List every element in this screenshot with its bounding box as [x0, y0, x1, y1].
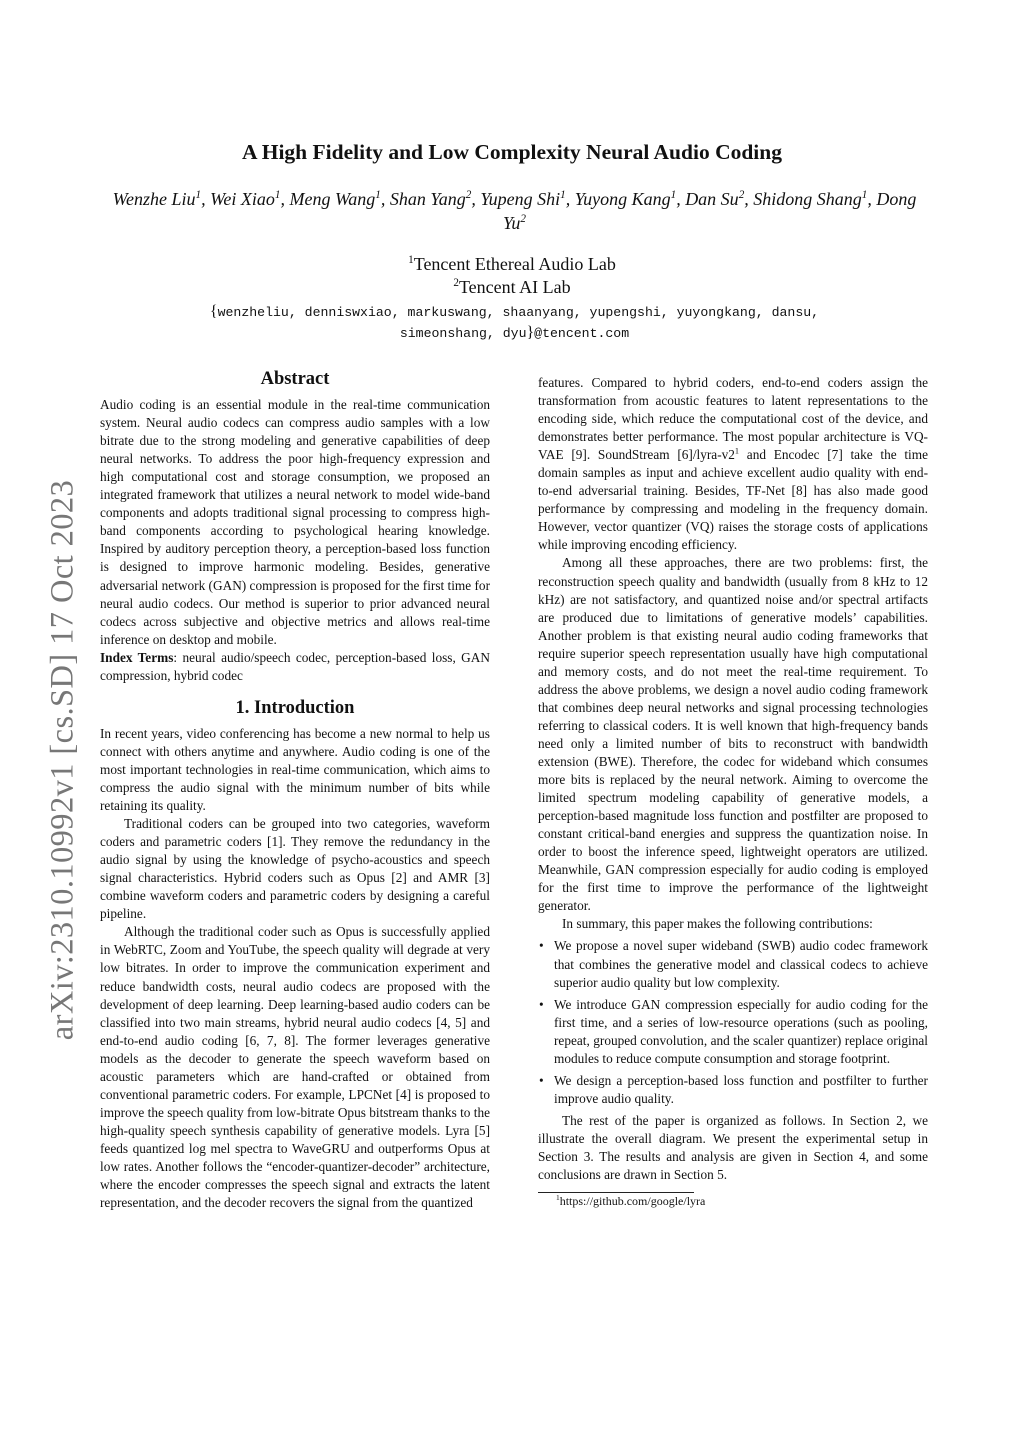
- index-terms-label: Index Terms: [100, 649, 174, 665]
- affiliation-mark: 2: [453, 277, 459, 289]
- author-affiliation-mark: 1: [670, 189, 677, 201]
- author-name: Dan Su: [685, 189, 739, 209]
- paragraph-text: features. Compared to hybrid coders, end-to-end coders assign the transformation from acoustic features to latent representations to the encoding side, which reduce the computational cost of the device, and demonstrates better performance. The most popular architecture is VQ-VAE [9]. SoundStream [6]/lyra-v2: [538, 375, 928, 463]
- author-name: Wei Xiao: [210, 189, 275, 209]
- intro-paragraph-5: In summary, this paper makes the following contributions:: [562, 916, 873, 932]
- author-affiliation-mark: 1: [861, 189, 868, 201]
- right-column: [538, 374, 928, 1209]
- bullet-icon: •: [539, 1072, 544, 1088]
- author-name: Shidong Shang: [753, 189, 862, 209]
- email-domain: @tencent.com: [534, 326, 630, 341]
- contribution-bullet: [538, 996, 928, 1068]
- footnote-link[interactable]: https://github.com/google/lyra: [559, 1194, 706, 1209]
- intro-paragraph-4: Among all these approaches, there are two problems: first, the reconstruction speech quality and bandwidth (usually from 8 kHz to 12 kHz) are not satisfactory, and quantized noise and/or spectral artifacts are produced due to limitations of generative models’ capabilities. Another problem is that existing neural audio coding frameworks that require superior speech representation usually have high computational and memory costs, and do not meet the real-time requirement. To address the above problems, we design a novel audio coding framework that combines deep neural networks and signal processing technologies referring to classical coders. It is well known that high-frequency bands need only a limited number of bits to reconstruct with bandwidth extension (BWE). Therefore, the codec for wideband which consumes more bits is replaced by the neural network. Aiming to overcome the limited spectrum modeling capability of generative models, a perception-based magnitude loss function and postfilter are proposed to constant critical-band energies and suppress the quantization noise. In order to boost the inference speed, lightweight operators are utilized. Meanwhile, GAN compression especially for audio coding is employed for the first time to improve the performance of the lightweight generator.: [538, 555, 928, 914]
- affiliation-mark: 1: [408, 254, 414, 266]
- affiliation-name: Tencent AI Lab: [458, 277, 571, 297]
- author-name: Meng Wang: [289, 189, 376, 209]
- author-affiliation-mark: 2: [738, 189, 745, 201]
- index-terms: [100, 649, 490, 685]
- bullet-icon: •: [539, 996, 544, 1012]
- footnote: [538, 1193, 928, 1209]
- email-list-line1: wenzheliu, denniswxiao, markuswang, shaanyang, yupengshi, yuyongkang, dansu,: [217, 305, 820, 320]
- footnote-reference: 1: [734, 446, 740, 456]
- paper-title: A High Fidelity and Low Complexity Neural Audio Coding: [242, 140, 782, 164]
- footnote-mark: 1: [556, 1193, 560, 1203]
- author-emails: [100, 302, 929, 344]
- arxiv-identifier: arXiv:2310.10992v1 [cs.SD] 17 Oct 2023: [44, 479, 81, 1041]
- author-list: Wenzhe Liu$^1$, Wei Xiao$^1$, Meng Wang$^1$, Shan Yang$^2$, Yupeng Shi$^1$, Yuyong Kang$^1$, Dan Su$^2$, Shidong Shang$^1$, Dong Yu$^2$: [112, 189, 917, 233]
- author-affiliation-mark: 1: [560, 189, 566, 201]
- index-terms-text: : neural audio/speech codec, perception-based loss, GAN compression, hybrid codec: [100, 649, 490, 683]
- affiliation-name: Tencent Ethereal Audio Lab: [413, 254, 616, 274]
- author-name: Shan Yang: [389, 189, 466, 209]
- affiliation-2: [0, 277, 1024, 298]
- author-affiliation-mark: 2: [465, 189, 472, 201]
- author-name: Yupeng Shi: [480, 189, 561, 209]
- paragraph-text: and Encodec [7] take the time domain samples as input and achieve excellent audio quality with end-to-end adversarial training. Besides, TF-Net [8] has also made good performance by compressing and modeling in the frequency domain. However, vector quantizer (VQ) raises the storage costs of applications while improving encoding efficiency.: [538, 447, 928, 553]
- author-affiliation-mark: 1: [274, 189, 281, 201]
- left-column: [100, 370, 490, 1212]
- contribution-bullet: [538, 1072, 928, 1108]
- email-list-line2: simeonshang, dyu: [399, 326, 527, 341]
- bullet-text: We propose a novel super wideband (SWB) audio codec framework that combines the generative model and classical codecs to achieve superior audio quality but low complexity.: [554, 938, 928, 990]
- abstract-text: Audio coding is an essential module in the real-time communication system. Neural audio codecs can compress audio samples with a low bitrate due to the strong modeling and generative capabilities of deep neural networks. To address the poor high-frequency expression and high computational cost and storage consumption, we proposed an integrated framework that utilizes a neural network to model wide-band components and adopts traditional signal processing to compress high-band components according to psychological hearing knowledge. Inspired by auditory perception theory, a perception-based loss function is designed to improve harmonic modeling. Besides, generative adversarial network (GAN) compression is proposed for the first time for neural audio codecs. Our method is superior to prior advanced neural codecs across subjective and objective metrics and allows real-time inference on desktop and mobile.: [100, 397, 490, 647]
- abstract-heading: Abstract: [260, 369, 330, 389]
- author-name: Dong Yu: [503, 189, 917, 233]
- intro-paragraph-6: The rest of the paper is organized as follows. In Section 2, we illustrate the overall diagram. We present the experimental setup in Section 3. The results and analysis are given in Section 4, and some conclusions are drawn in Section 5.: [538, 1112, 928, 1183]
- bullet-icon: •: [539, 938, 544, 954]
- author-affiliation-mark: 2: [520, 213, 526, 225]
- bullet-text: We design a perception-based loss function and postfilter to further improve audio quality.: [554, 1072, 928, 1106]
- author-affiliation-mark: 1: [195, 189, 202, 201]
- email-brace-close: }: [526, 324, 535, 341]
- intro-paragraph-3-continued: [538, 374, 928, 554]
- introduction-heading: 1. Introduction: [235, 697, 355, 718]
- author-name: Wenzhe Liu: [112, 189, 196, 209]
- author-affiliation-mark: 1: [375, 189, 381, 201]
- author-name: Yuyong Kang: [574, 189, 671, 209]
- email-brace-open: {: [209, 303, 218, 320]
- intro-paragraph-2: Traditional coders can be grouped into two categories, waveform coders and parametric coders [1]. They remove the redundancy in the audio signal by using the knowledge of psycho-acoustics and speech signal characteristics. Hybrid coders such as Opus [2] and AMR [3] combine waveform coders and parametric coders by designing a careful pipeline.: [100, 816, 490, 922]
- intro-paragraph-3: Although the traditional coder such as Opus is successfully applied in WebRTC, Zoom and YouTube, the speech quality will degrade at very low bitrates. In order to improve the communication experiment and reduce bandwidth costs, neural audio codecs are proposed with the development of deep learning. Deep learning-based audio coders can be classified into two main streams, hybrid neural audio codecs [4, 5] and end-to-end audio coding [6, 7, 8]. The former leverages generative models as the decoder to generate the speech waveform based on acoustic parameters which are hand-crafted or obtained from conventional parametric coders. For example, LPCNet [4] is proposed to improve the speech quality from low-bitrate Opus bitstream thanks to the high-quality speech synthesis capability of generative models. Lyra [5] feeds quantized log mel spectra to WaveGRU and outperforms Opus at low rates. Another follows the “encoder-quantizer-decoder” architecture, where the encoder compresses the speech signal and extracts the latent representation, and the decoder recovers the signal from the quantized: [100, 924, 490, 1211]
- contribution-bullet: [538, 937, 928, 991]
- bullet-text: We introduce GAN compression especially for audio coding for the first time, and a series of low-resource operations (such as pooling, repeat, grouped convolution, and the scaler quantizer) replace original modules to reduce compute consumption and storage footprint.: [554, 996, 928, 1066]
- intro-paragraph-1: In recent years, video conferencing has become a new normal to help us connect with others anytime and anywhere. Audio coding is one of the most important technologies in real-time communication, which aims to compress the audio signal with the minimum number of bits while retaining its quality.: [100, 725, 490, 814]
- affiliation-1: [0, 254, 1024, 275]
